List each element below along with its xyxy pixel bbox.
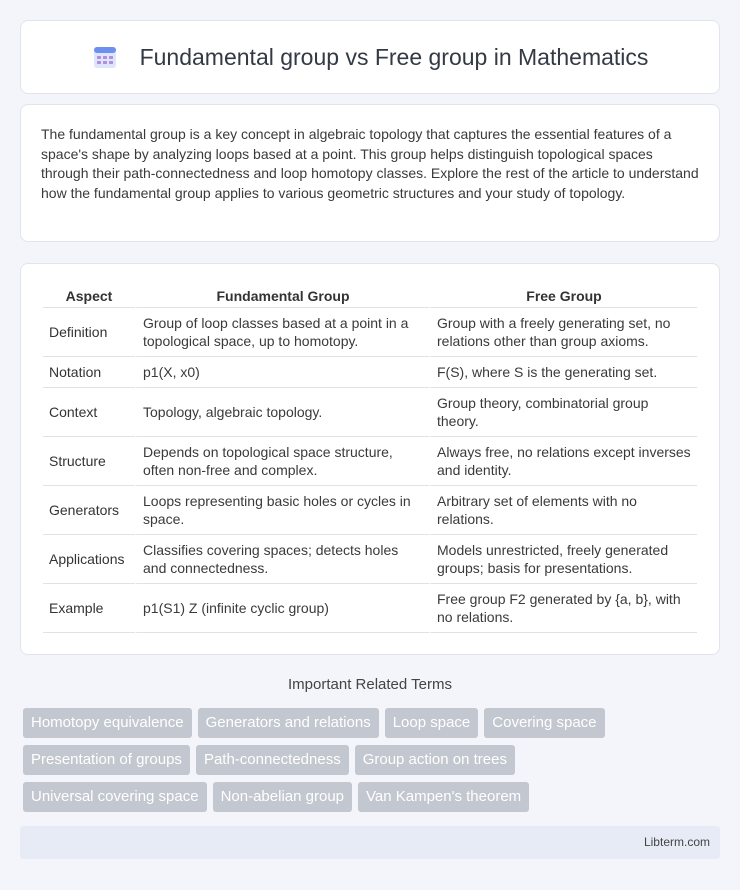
header-free-group: Free Group <box>429 284 697 308</box>
tag-non-abelian-group[interactable]: Non-abelian group <box>213 782 352 812</box>
row-fundamental: Classifies covering spaces; detects holes and connectedness. <box>135 535 429 584</box>
row-fundamental: Group of loop classes based at a point in a topological space, up to homotopy. <box>135 308 429 357</box>
row-fundamental: Topology, algebraic topology. <box>135 388 429 437</box>
header-fundamental-group: Fundamental Group <box>135 284 429 308</box>
tag-row <box>23 745 723 775</box>
intro-card <box>20 104 720 242</box>
tag-presentation-of-groups[interactable]: Presentation of groups <box>23 745 190 775</box>
row-fundamental: p1(X, x0) <box>135 357 429 388</box>
row-aspect: Applications <box>43 535 135 584</box>
row-aspect: Generators <box>43 486 135 535</box>
title-card <box>20 20 720 94</box>
tag-loop-space[interactable]: Loop space <box>385 708 479 738</box>
table-row <box>43 308 697 357</box>
table-header-row <box>43 284 697 308</box>
tag-van-kampens-theorem[interactable]: Van Kampen's theorem <box>358 782 529 812</box>
comparison-table <box>43 284 697 633</box>
row-fundamental: Loops representing basic holes or cycles in space. <box>135 486 429 535</box>
calendar-grid-icon <box>92 44 118 70</box>
header-aspect: Aspect <box>43 284 135 308</box>
tag-generators-and-relations[interactable]: Generators and relations <box>198 708 379 738</box>
row-fundamental: p1(S1) Z (infinite cyclic group) <box>135 584 429 633</box>
table-row <box>43 388 697 437</box>
row-free: Group theory, combinatorial group theory. <box>429 388 697 437</box>
tag-homotopy-equivalence[interactable]: Homotopy equivalence <box>23 708 192 738</box>
row-free: Models unrestricted, freely generated groups; basis for presentations. <box>429 535 697 584</box>
table-row <box>43 486 697 535</box>
table-row <box>43 437 697 486</box>
table-row <box>43 357 697 388</box>
row-free: Free group F2 generated by {a, b}, with no relations. <box>429 584 697 633</box>
row-aspect: Example <box>43 584 135 633</box>
tag-row <box>23 782 723 812</box>
footer <box>20 826 720 859</box>
row-free: Always free, no relations except inverses and identity. <box>429 437 697 486</box>
row-free: F(S), where S is the generating set. <box>429 357 697 388</box>
related-terms-tags <box>23 708 723 819</box>
row-fundamental: Depends on topological space structure, often non-free and complex. <box>135 437 429 486</box>
tag-path-connectedness[interactable]: Path-connectedness <box>196 745 349 775</box>
table-row <box>43 535 697 584</box>
row-aspect: Notation <box>43 357 135 388</box>
row-free: Group with a freely generating set, no relations other than group axioms. <box>429 308 697 357</box>
row-aspect: Definition <box>43 308 135 357</box>
row-aspect: Context <box>43 388 135 437</box>
comparison-card <box>20 263 720 655</box>
row-free: Arbitrary set of elements with no relations. <box>429 486 697 535</box>
tag-group-action-on-trees[interactable]: Group action on trees <box>355 745 515 775</box>
tag-universal-covering-space[interactable]: Universal covering space <box>23 782 207 812</box>
related-terms-title: Important Related Terms <box>288 676 452 693</box>
row-aspect: Structure <box>43 437 135 486</box>
intro-paragraph: The fundamental group is a key concept in algebraic topology that captures the essential features of a space's shape by analyzing loops based at a point. This group helps distinguish topological spaces through their path-connectedness and loop homotopy classes. Explore the rest of the article to understand how the fundamental group applies to various geometric structures and your study of topology. <box>41 126 699 201</box>
tag-row <box>23 708 723 738</box>
tag-covering-space[interactable]: Covering space <box>484 708 604 738</box>
table-row <box>43 584 697 633</box>
page-title: Fundamental group vs Free group in Mathematics <box>139 43 649 70</box>
footer-site-link[interactable]: Libterm.com <box>643 835 710 849</box>
